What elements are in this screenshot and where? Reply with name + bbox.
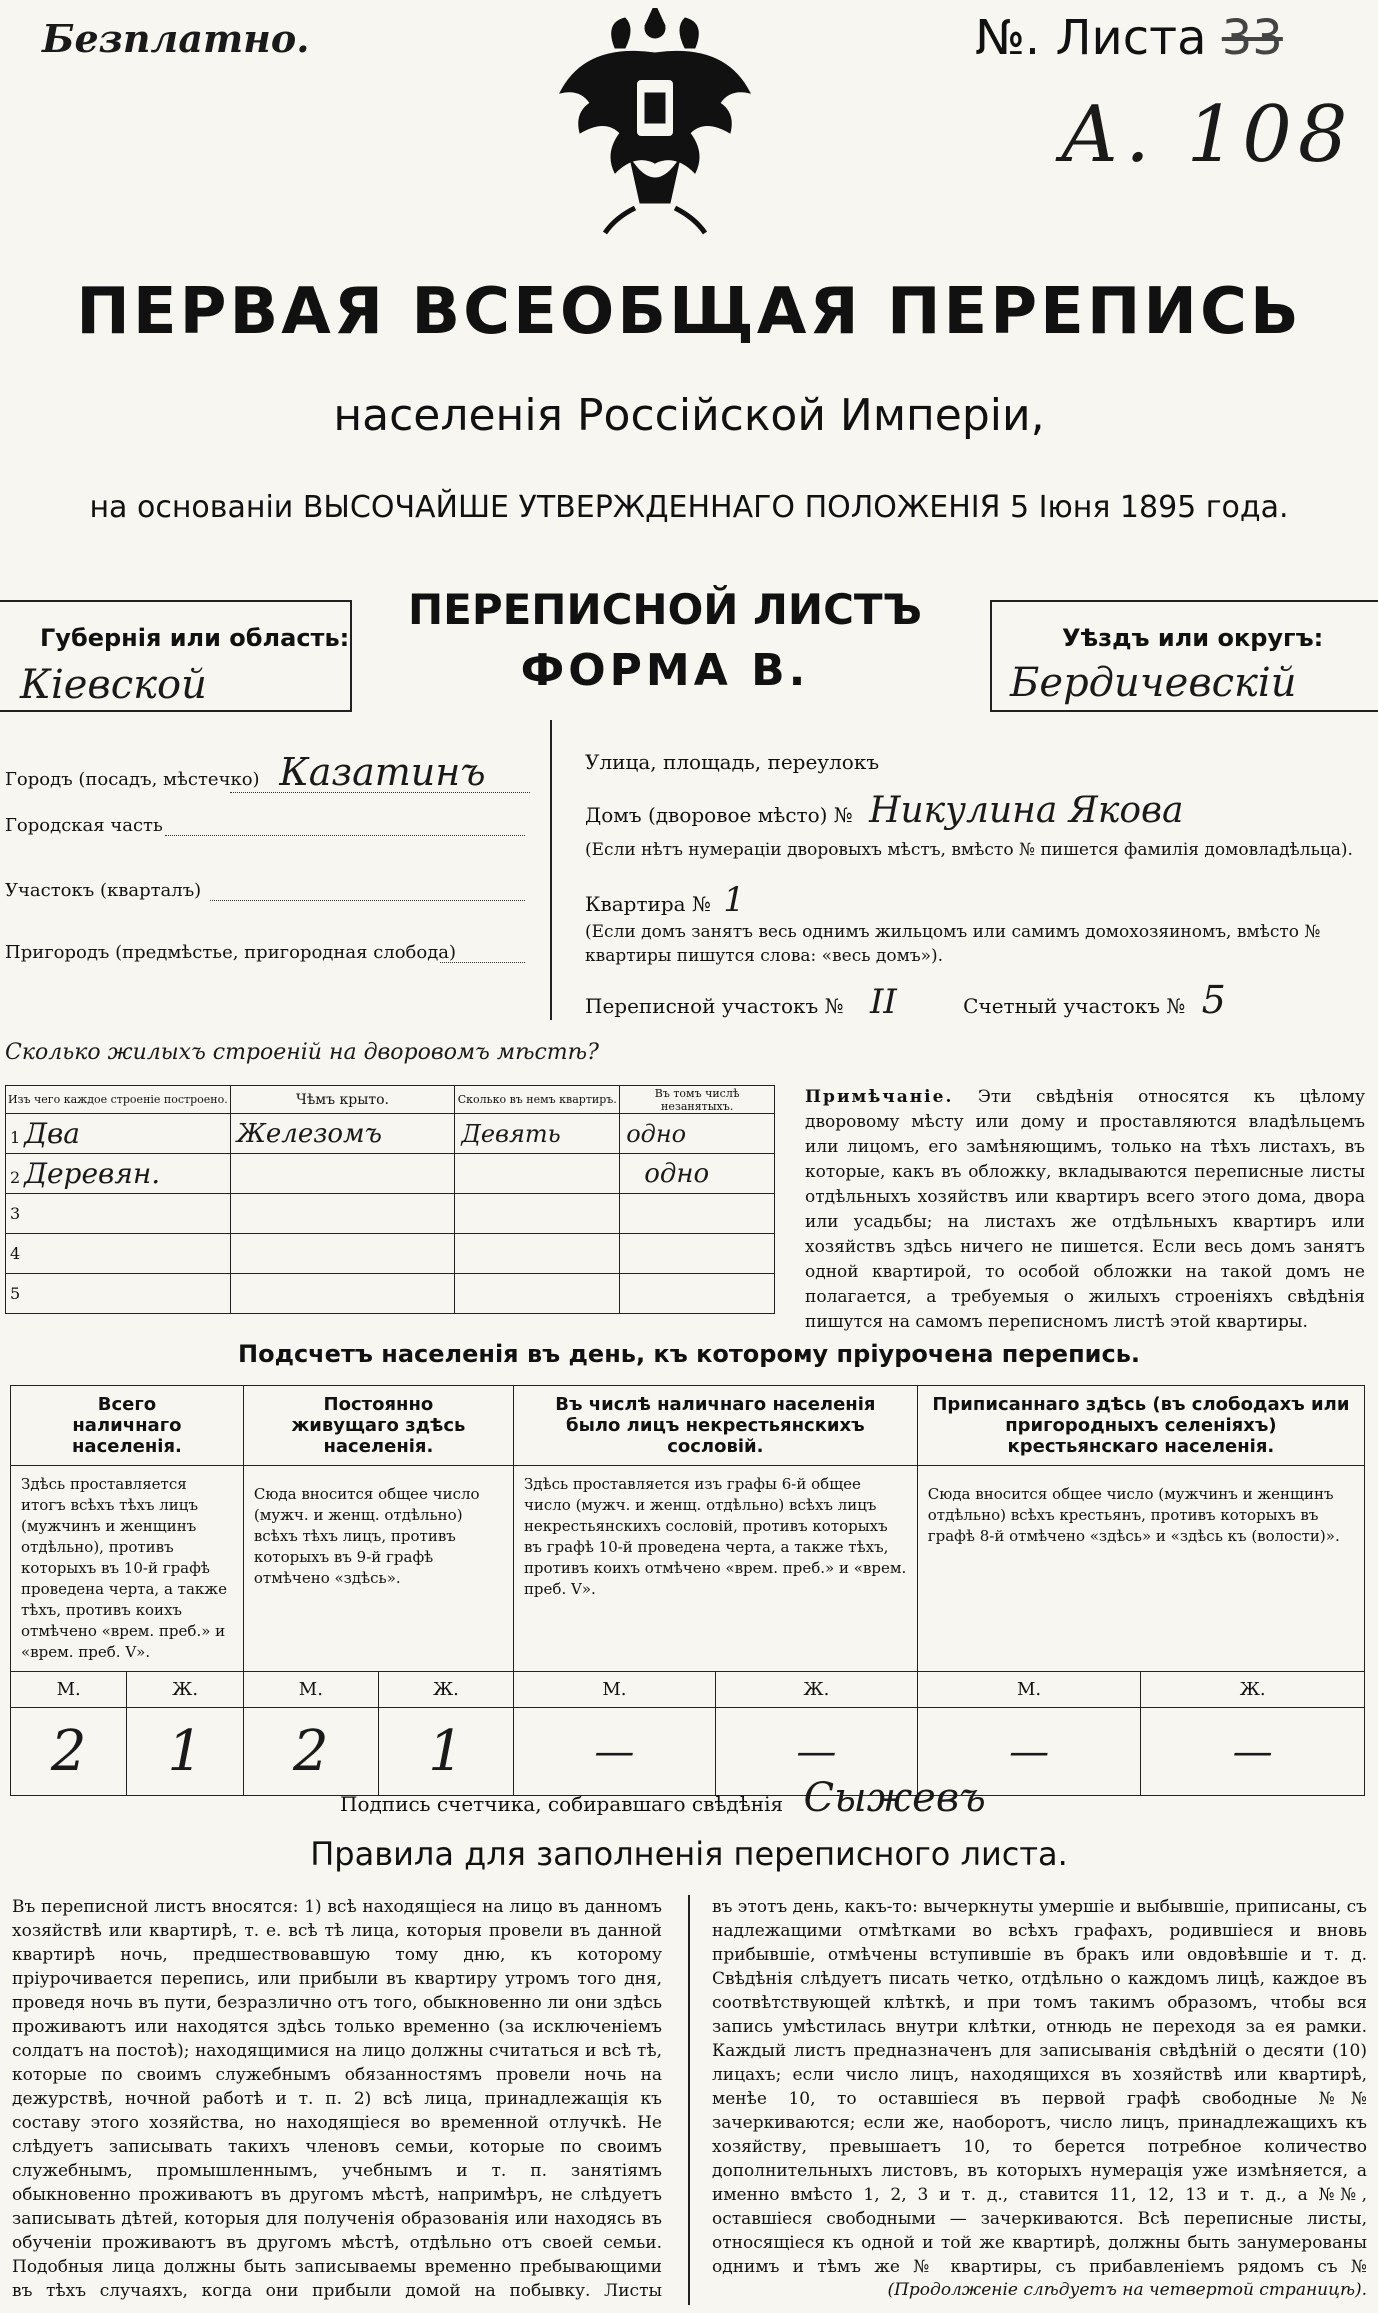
female-label: Ж.: [715, 1672, 917, 1708]
house-note: (Если нѣтъ нумераціи дворовыхъ мѣстъ, вмѣсто № пишется фамилія домовладѣльца).: [585, 840, 1353, 860]
apartment-note: (Если домъ занятъ весь однимъ жильцомъ или самимъ домохозяиномъ, вмѣсто № квартиры пишутся слова: «весь домъ»).: [585, 922, 1321, 966]
city-label: Городъ (посадъ, мѣстечко): [5, 769, 260, 790]
buildings-header: Въ томъ числѣ незанятыхъ.: [620, 1086, 775, 1114]
row-number: 4: [6, 1234, 231, 1274]
uezd-label: Уѣздъ или округъ:: [1062, 624, 1324, 652]
legal-basis: на основаніи ВЫСОЧАЙШЕ УТВЕРЖДЕННАГО ПОЛОЖЕНІЯ 5 Іюня 1895 года.: [89, 490, 1289, 525]
female-label: Ж.: [1141, 1672, 1365, 1708]
rules-continued: (Продолженіе слѣдуетъ на четвертой страницѣ).: [887, 2280, 1367, 2300]
sheet-number-label: №. Листа 33: [975, 10, 1283, 66]
signature-row: [340, 1775, 986, 1821]
signature-value: Сыжевъ: [803, 1775, 986, 1821]
apartment-value: 1: [723, 880, 745, 920]
buildings-question: Сколько жилыхъ строеній на дворовомъ мѣстѣ?: [5, 1040, 599, 1065]
house-value: Никулина Якова: [869, 790, 1184, 831]
guberniya-label: Губернія или область:: [40, 624, 350, 652]
buildings-note: [805, 1085, 1365, 1335]
male-count: —: [917, 1708, 1141, 1796]
table-row: [6, 1274, 775, 1314]
population-col-desc: Сюда вносится общее число (мужчинъ и женщинъ отдѣльно) всѣхъ крестьянъ, противъ которыхъ въ графѣ 8-й отмѣчено «здѣсь» и «здѣсь къ (волости)».: [917, 1466, 1364, 1672]
guberniya-value: Кіевской: [20, 662, 207, 708]
district-line: [210, 900, 525, 901]
guberniya-box: [0, 600, 352, 712]
sheet-number-value: 33: [1221, 10, 1283, 66]
free-label: Безплатно.: [42, 16, 310, 61]
population-table: [10, 1385, 1365, 1796]
buildings-header: Изъ чего каждое строеніе построено.: [6, 1086, 231, 1114]
suburb-label: Пригородъ (предмѣстье, пригородная слобода): [5, 942, 457, 963]
building-roof: [230, 1154, 455, 1194]
male-label: М.: [243, 1672, 378, 1708]
building-roof: Железомъ: [230, 1114, 455, 1154]
male-count: —: [513, 1708, 715, 1796]
row-number: 2: [10, 1168, 21, 1187]
buildings-header: Чѣмъ крыто.: [230, 1086, 455, 1114]
district-label: Участокъ (кварталъ): [5, 880, 202, 901]
address-divider: [550, 720, 552, 1020]
male-label: М.: [917, 1672, 1141, 1708]
sheet-handwritten-number: А. 108: [1060, 90, 1354, 180]
apartment-row: [585, 880, 745, 920]
uezd-box: [990, 600, 1378, 712]
male-count: 2: [11, 1708, 127, 1796]
house-label: Домъ (дворовое мѣсто) №: [585, 803, 853, 827]
note-text: Эти свѣдѣнія относятся къ цѣлому дворовому мѣсту или дому и проставляются владѣльцемъ или лицомъ, его замѣняющимъ, только на тѣхъ листахъ, въ которые, какъ въ обложку, вкладываются переписные листы отдѣльныхъ хозяйствъ или квартиръ всего этого дома, двора или усадьбы; на листахъ же отдѣльныхъ квартиръ или хозяйствъ здѣсь ничего не пишется. Если весь домъ занятъ одной квартирой, то особой обложки на такой домъ не полагается, а требуемыя о жилыхъ строеніяхъ свѣдѣнія пишутся на самомъ переписномъ листѣ этой квартиры.: [805, 1087, 1365, 1332]
count-district-value: 5: [1201, 978, 1226, 1022]
population-col-head: Постоянно живущаго здѣсь населенія.: [243, 1386, 513, 1466]
buildings-table: [5, 1085, 775, 1314]
main-title: ПЕРВАЯ ВСЕОБЩАЯ ПЕРЕПИСЬ: [76, 275, 1302, 349]
population-col-head: Въ числѣ наличнаго населенія было лицъ некрестьянскихъ сословій.: [513, 1386, 917, 1466]
house-row: [585, 790, 1365, 831]
building-apartments: [455, 1154, 620, 1194]
rules-left-column: Въ переписной листъ вносятся: 1) всѣ находящіеся на лицо въ данномъ хозяйствѣ или квартирѣ, т. е. всѣ тѣ лица, которыя провели въ данной квартирѣ ночь, предшествовавшую тому дню, къ которому пріурочивается перепись, или прибыли въ квартиру утромъ того дня, проведя ночь въ пути, безразлично отъ того, обыкновенно ли они здѣсь проживаютъ или находятся здѣсь только временно (за исключеніемъ солдатъ на постоѣ); находящимися на лицо должны считаться и всѣ тѣ, которые по своимъ служебнымъ обязанностямъ провели ночь на дежурствѣ, ночной работѣ и т. п. 2) всѣ лица, принадлежащія къ составу этого хозяйства, но находящіеся во временной отлучкѣ. Не слѣдуетъ записывать такихъ членовъ семьи, которые по своимъ служебнымъ, промышленнымъ, учебнымъ и т. п. занятіямъ обыкновенно проживаютъ въ другомъ мѣстѣ, напримѣръ, не слѣдуетъ записывать дѣтей, которыя для полученія образованія или находясь въ обученіи проживаютъ въ другомъ мѣстѣ, отдѣльно отъ своей семьи. Подобныя лица должны быть записываемы временно пребывающими въ тѣхъ случаяхъ, когда они прибыли домой на побывку. Листы: [12, 1897, 662, 2301]
city-part-label: Городская часть: [5, 815, 163, 836]
male-label: М.: [11, 1672, 127, 1708]
row-number: 3: [6, 1194, 231, 1234]
building-apartments: Девять: [455, 1114, 620, 1154]
population-title: Подсчетъ населенія въ день, къ которому пріурочена перепись.: [238, 1340, 1140, 1368]
count-district-label: Счетный участокъ №: [963, 994, 1186, 1018]
rules-divider: [688, 1895, 690, 2305]
table-row: [6, 1114, 775, 1154]
rules-right-column: въ этотъ день, какъ-то: вычеркнуты умершіе и выбывшіе, приписаны, съ надлежащими отмѣтками во всѣхъ графахъ, родившіеся и вновь прибывшіе, отмѣчены вступившіе въ бракъ или овдовѣвшіе и т. д. Свѣдѣнія слѣдуетъ писать четко, отдѣльно о каждомъ лицѣ, каждое въ соотвѣтствующей клѣткѣ, и при томъ такимъ образомъ, чтобы вся запись умѣстилась внутри клѣтки, отнюдь не переходя за ея рамки. Каждый листъ предназначенъ для записыванія свѣдѣній о десяти (10) лицахъ; если число лицъ, находящихся въ хозяйствѣ или квартирѣ, менѣе 10, то оставшіеся въ первой графѣ свободные №№ зачеркиваются; если же, наоборотъ, число лицъ, принадлежащихъ къ хозяйству, превышаетъ 10, то берется потребное количество дополнительныхъ листовъ, въ которыхъ нумерація уже измѣняется, а именно вмѣсто 1, 2, 3 и т. д., ставится 11, 12, 13 и т. д., а №№, оставшіеся свободными — зачеркиваются. Всѣ переписные листы, относящіеся къ одной и той же квартирѣ, должны быть занумерованы однимъ и тѣмъ же № квартиры, съ прибавленіемъ рядомъ съ №: [712, 1897, 1367, 2275]
male-count: 2: [243, 1708, 378, 1796]
city-value: Казатинъ: [279, 750, 486, 794]
female-count: 1: [127, 1708, 243, 1796]
buildings-header: Сколько въ немъ квартиръ.: [455, 1086, 620, 1114]
city-line: [230, 792, 530, 793]
population-col-head: Всего наличнаго населенія.: [11, 1386, 244, 1466]
female-count: —: [1141, 1708, 1365, 1796]
population-col-head: Приписаннаго здѣсь (въ слободахъ или пригородныхъ селеніяхъ) крестьянскаго населенія.: [917, 1386, 1364, 1466]
building-material: Деревян.: [24, 1157, 161, 1190]
street-label: Улица, площадь, переулокъ: [585, 750, 880, 774]
table-row: [6, 1194, 775, 1234]
population-col-desc: Здѣсь проставляется итогъ всѣхъ тѣхъ лицъ (мужчинъ и женщинъ отдѣльно), противъ которыхъ въ 10-й графѣ проведена черта, а также тѣхъ, противъ коихъ отмѣчено «врем. преб.» и «врем. преб. V».: [11, 1466, 244, 1672]
list-title: ПЕРЕПИСНОЙ ЛИСТЪ: [407, 585, 923, 634]
female-label: Ж.: [127, 1672, 243, 1708]
female-count: —: [715, 1708, 917, 1796]
city-row: [5, 750, 535, 794]
building-vacant: одно: [620, 1114, 775, 1154]
note-label: Примѣчаніе.: [805, 1087, 954, 1107]
city-part-line: [165, 835, 525, 836]
uezd-value: Бердичевскій: [1010, 660, 1297, 706]
table-row: [6, 1234, 775, 1274]
population-col-desc: Сюда вносится общее число (мужч. и женщ. отдѣльно) всѣхъ тѣхъ лицъ, противъ которыхъ въ 9-й графѣ отмѣчено «здѣсь».: [243, 1466, 513, 1672]
imperial-eagle-emblem: [555, 8, 755, 243]
building-vacant: одно: [620, 1154, 775, 1194]
row-number: 1: [10, 1128, 21, 1147]
female-count: 1: [378, 1708, 513, 1796]
female-label: Ж.: [378, 1672, 513, 1708]
signature-label: Подпись счетчика, собиравшаго свѣдѣнія: [340, 1792, 784, 1816]
census-district-label: Переписной участокъ №: [585, 994, 844, 1018]
row-number: 5: [6, 1274, 231, 1314]
form-title: ФОРМА В.: [520, 645, 810, 696]
apartment-label: Квартира №: [585, 892, 711, 916]
suburb-line: [440, 962, 525, 963]
subtitle: населенія Россійской Имперіи,: [333, 390, 1045, 441]
rules-title: Правила для заполненія переписного листа.: [310, 1835, 1068, 1873]
population-col-desc: Здѣсь проставляется изъ графы 6-й общее число (мужч. и женщ. отдѣльно) всѣхъ лицъ некрестьянскихъ сословій, противъ которыхъ въ графѣ 10-й проведена черта, а также тѣхъ, противъ коихъ отмѣчено «врем. преб.» и «врем. преб. V».: [513, 1466, 917, 1672]
building-material: Два: [24, 1117, 80, 1150]
census-district-value: II: [869, 982, 897, 1022]
table-row: [6, 1154, 775, 1194]
male-label: М.: [513, 1672, 715, 1708]
census-district-row: [585, 978, 1226, 1022]
